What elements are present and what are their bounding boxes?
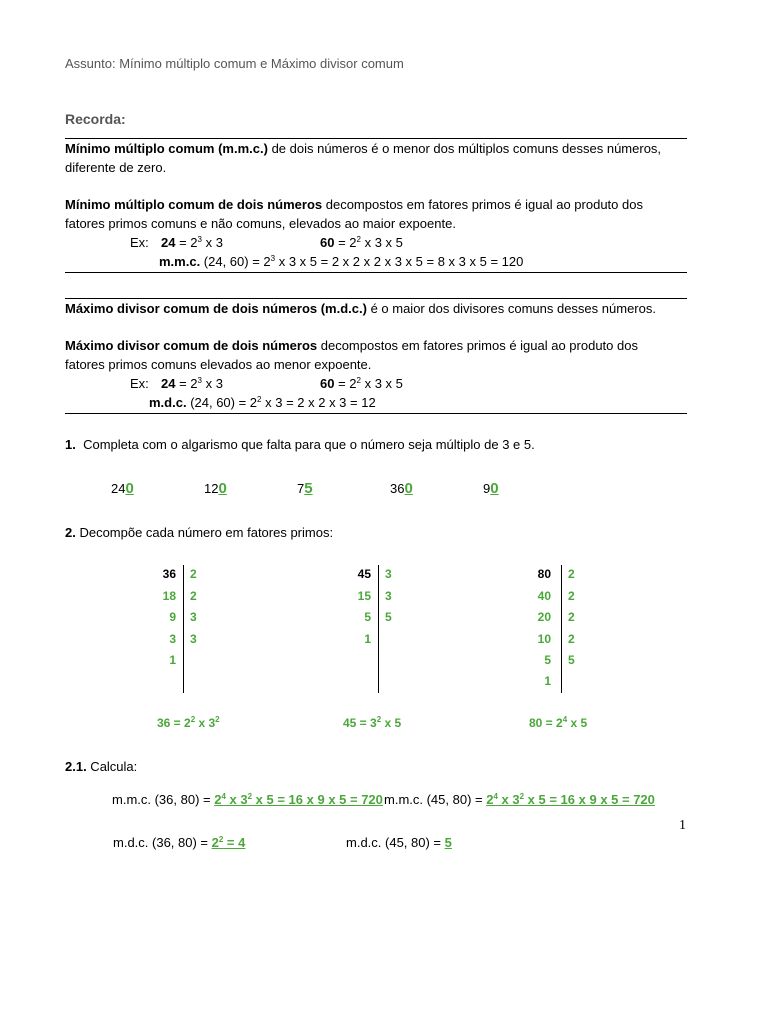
q1-item-5: 90 <box>483 480 499 497</box>
decomp-80-result: $80 = 2^4$ x 5 <box>529 715 588 730</box>
decomp-45-left-2: 5 <box>364 610 371 624</box>
decomp-45-right-2: 5 <box>385 610 392 624</box>
decomp-80-left-4: 5 <box>544 653 551 667</box>
page-number: 1 <box>679 818 686 833</box>
decomp-80-right-1: 2 <box>568 589 575 603</box>
decomp-36-bar <box>183 565 184 693</box>
mmc-example-label: Ex: <box>130 235 149 250</box>
mdc-rule: Máximo divisor comum de dois números decompostos em fatores primos é igual ao produto dos <box>65 338 638 353</box>
recorda-heading: Recorda: <box>65 111 126 127</box>
decomp-80-right-3: 2 <box>568 632 575 646</box>
decomp-45-left-1: 15 <box>357 589 371 603</box>
mdc-example-24: $24 = 2^3$ x 3 <box>161 376 223 391</box>
mmc-example-calc: m.m.c. (24, $60) = 2^3$ x 3 x 5 = 2 x 2 x 2 x 3 x 5 = 8 x 3 x 5 = 120 <box>159 254 524 269</box>
q1-item-3: 75 <box>297 480 313 497</box>
mmc-example-60: $60 = 2^2$ x 3 x 5 <box>320 235 403 250</box>
decomp-36-right-0: 2 <box>190 567 197 581</box>
decomp-80-left-2: 20 <box>537 610 551 624</box>
decomp-80-left-5: 1 <box>544 674 551 688</box>
decomp-36-left-3: 3 <box>169 632 176 646</box>
decomp-36-left-4: 1 <box>169 653 176 667</box>
q1-item-4: 360 <box>390 480 413 497</box>
decomp-36-right-1: 2 <box>190 589 197 603</box>
q1-item-2: 120 <box>204 480 227 497</box>
decomp-80-right-2: 2 <box>568 610 575 624</box>
mdc-example-calc: m.d.c. (24, $60) = 2^2$ x 3 = 2 x 2 x 3 = 12 <box>149 395 376 410</box>
mdc-example-60: $60 = 2^2$ x 3 x 5 <box>320 376 403 391</box>
divider-mdc-end <box>65 413 687 414</box>
decomp-80-bar <box>561 565 562 693</box>
subject-line: Assunto: Mínimo múltiplo comum e Máximo divisor comum <box>65 56 404 71</box>
decomp-36-left-1: 18 <box>162 589 176 603</box>
decomp-45-left-0: 45 <box>357 567 371 581</box>
mdc-45-80: m.d.c. (45, 80) = 5 <box>346 835 452 850</box>
decomp-45-left-3: 1 <box>364 632 371 646</box>
q1-item-1: 240 <box>111 480 134 497</box>
decomp-36-left-0: 36 <box>162 567 176 581</box>
question-2-1: 2.1. Calcula: <box>65 759 138 774</box>
mdc-definition: Máximo divisor comum de dois números (m.d.c.) é o maior dos divisores comuns desses números. <box>65 301 656 316</box>
divider-mmc-end <box>65 272 687 273</box>
mmc-45-80: m.m.c. (45, $80) = 2^4$ x $3^2$ x 5 = 16 x 9 x 5 = 720 <box>384 792 655 807</box>
decomp-45-right-1: 3 <box>385 589 392 603</box>
mmc-definition: Mínimo múltiplo comum (m.m.c.) de dois números é o menor dos múltiplos comuns desses números, <box>65 141 662 156</box>
question-2: 2. Decompõe cada número em fatores primos: <box>65 525 334 540</box>
decomp-45-bar <box>378 565 379 693</box>
decomp-45-result: $45 = 3^2$ x 5 <box>343 715 402 730</box>
mdc-36-80: m.d.c. (36, $80) = 2^2 = 4$ <box>113 835 246 850</box>
mmc-rule: Mínimo múltiplo comum de dois números decompostos em fatores primos é igual ao produto dos <box>65 197 643 212</box>
decomp-80-right-4: 5 <box>568 653 575 667</box>
decomp-36-result: $36 = 2^2$ x $3^2$ <box>157 715 220 730</box>
decomp-36-right-3: 3 <box>190 632 197 646</box>
mmc-rule-cont: fatores primos comuns e não comuns, elevados ao maior expoente. <box>65 216 456 231</box>
decomp-80-left-1: 40 <box>537 589 551 603</box>
mmc-definition-cont: diferente de zero. <box>65 160 167 175</box>
decomp-45-right-0: 3 <box>385 567 392 581</box>
mmc-36-80: m.m.c. (36, $80) = 2^4$ x $3^2$ x 5 = 16 x 9 x 5 = 720 <box>112 792 383 807</box>
question-1: 1. Completa com o algarismo que falta para que o número seja múltiplo de 3 e 5. <box>65 437 535 452</box>
mdc-rule-cont: fatores primos comuns elevados ao menor expoente. <box>65 357 372 372</box>
decomp-36-left-2: 9 <box>169 610 176 624</box>
mmc-example-24: $24 = 2^3$ x 3 <box>161 235 223 250</box>
decomp-80-left-3: 10 <box>537 632 551 646</box>
decomp-80-right-0: 2 <box>568 567 575 581</box>
decomp-36-right-2: 3 <box>190 610 197 624</box>
decomp-80-left-0: 80 <box>537 567 551 581</box>
mdc-example-label: Ex: <box>130 376 149 391</box>
